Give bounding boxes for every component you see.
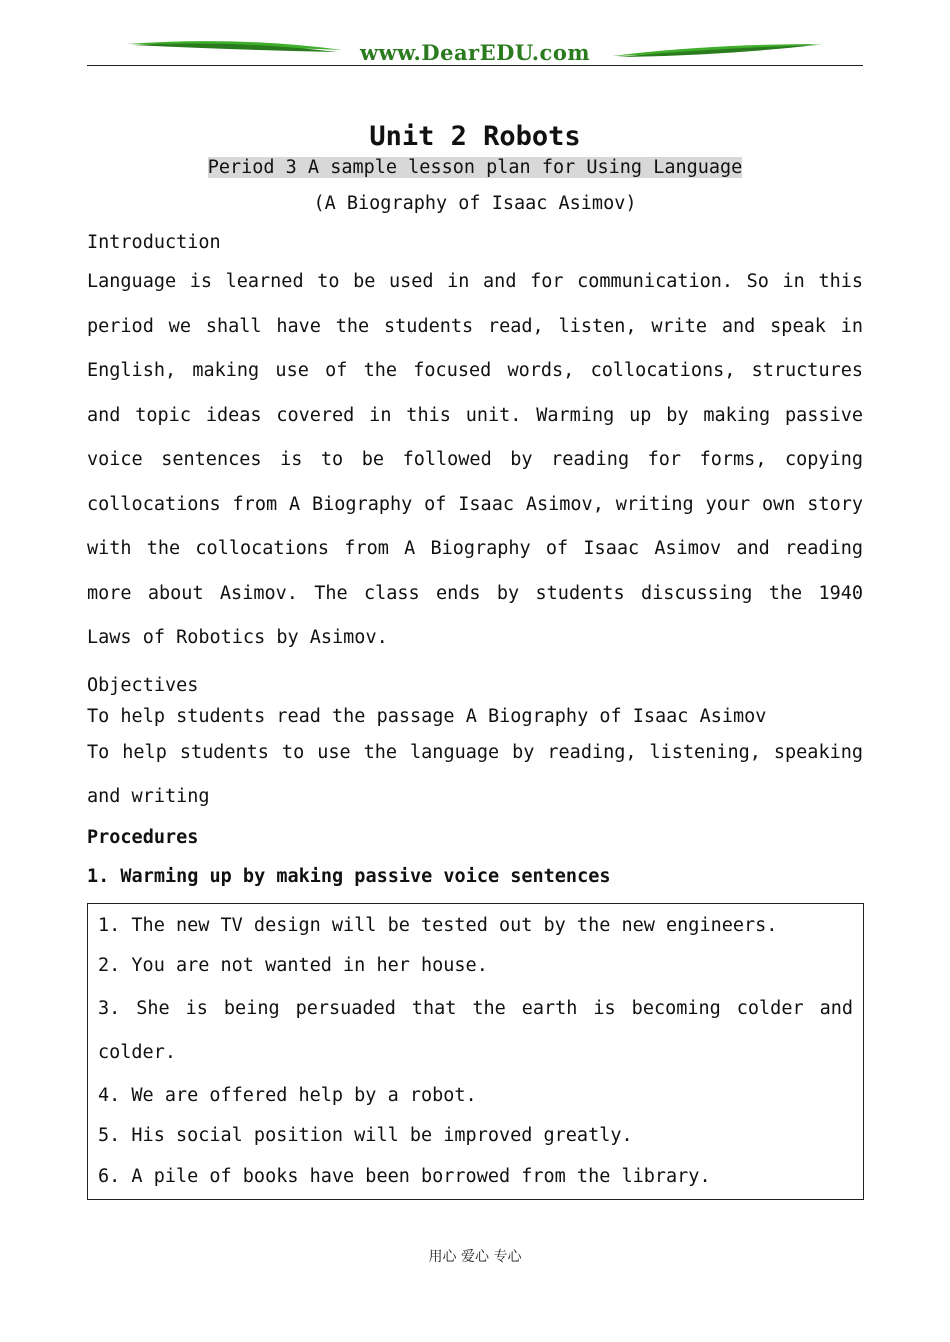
sentence-item: 2. You are not wanted in her house. <box>98 955 488 976</box>
objective-item: To help students read the passage A Biography of Isaac Asimov <box>87 705 767 727</box>
page-title: Unit 2 Robots <box>369 121 581 152</box>
site-logo: www.DearEDU.com <box>359 40 591 65</box>
page-subtitle <box>87 156 863 180</box>
objective-item: To help students to use the language by reading, listening, speaking and writing <box>87 741 863 807</box>
sentence-item: 4. We are offered help by a robot. <box>98 1084 477 1106</box>
sentence-item: 6. A pile of books have been borrowed from the library. <box>98 1165 711 1187</box>
document-body <box>87 118 863 1200</box>
page-header <box>87 36 863 72</box>
objectives-heading: Objectives <box>87 674 199 696</box>
subtitle-highlight: Period 3 A sample lesson plan for Using Language <box>207 157 743 178</box>
sentences-box <box>87 903 864 1201</box>
header-divider <box>87 65 863 66</box>
step-heading: 1. Warming up by making passive voice sentences <box>87 865 611 887</box>
introduction-paragraph: Language is learned to be used in and for communication. So in this period we shall have the students read, listen, write and speak in English, making use of the focused words, collocations, structures and topic ideas covered in this unit. Warming up by making passive voice sentences is to be followed by reading for forms, copying collocations from A Biography of Isaac Asimov, writing your own story with the collocations from A Biography of Isaac Asimov and reading more about Asimov. The class ends by students discussing the 1940 Laws of Robotics by Asimov. <box>87 271 863 648</box>
introduction-heading: Introduction <box>87 232 221 253</box>
sentence-item: 1. The new TV design will be tested out by the new engineers. <box>98 914 778 936</box>
sentence-item: 3. She is being persuaded that the earth is becoming colder and colder. <box>98 997 853 1063</box>
sentence-item: 5. His social position will be improved greatly. <box>98 1125 633 1146</box>
page-footer: 用心 爱心 专心 <box>428 1249 522 1265</box>
procedures-heading: Procedures <box>87 826 199 848</box>
biography-title: (A Biography of Isaac Asimov) <box>313 193 637 214</box>
